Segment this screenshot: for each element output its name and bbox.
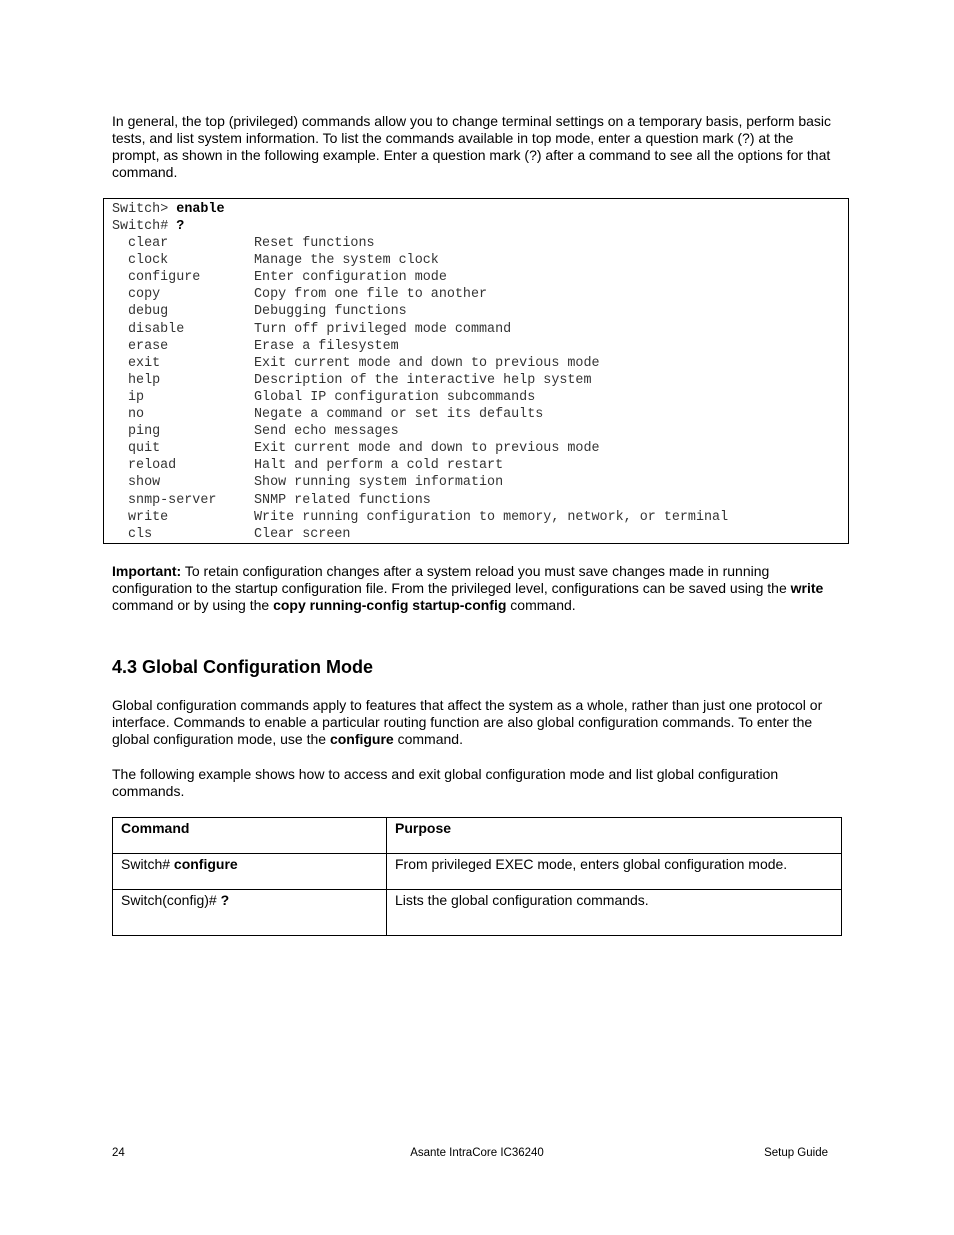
command-description: Send echo messages: [254, 424, 399, 440]
command-description: Negate a command or set its defaults: [254, 407, 544, 422]
note-text: command or by using the: [112, 597, 274, 613]
para-bold-configure: configure: [329, 731, 394, 747]
command-name: clock: [128, 253, 169, 269]
important-label: Important:: [112, 563, 182, 579]
command-table: [112, 817, 842, 936]
para-text: Global configuration commands apply to features that affect the system as a whole, rather than just one protocol or interface. Commands to enable a particular routing function are also global configuration commands. To enter the global configuration mode, use the: [112, 697, 823, 747]
footer-page-number: 24: [112, 1147, 125, 1159]
command-description: Exit current mode and down to previous mode: [254, 441, 600, 457]
code-line-command: [112, 474, 503, 491]
command: configure: [173, 856, 238, 872]
note-text: To retain configuration changes after a system reload you must save changes made in running configuration to the startup configuration file. From the privileged level, configurations can be saved using the: [112, 563, 791, 596]
command-name: reload: [128, 458, 177, 474]
note-text: command.: [506, 597, 576, 613]
command-description: Clear screen: [254, 526, 351, 542]
code-line-command: [112, 406, 543, 423]
prompt: Switch>: [112, 202, 177, 217]
code-line-command: [112, 338, 399, 355]
command-name: write: [128, 509, 169, 525]
command-description: Copy from one file to another: [254, 287, 488, 303]
code-line-command: [112, 509, 728, 526]
command-description: Exit current mode and down to previous mode: [254, 355, 600, 371]
code-line-command: [112, 440, 600, 457]
code-line-command: [112, 286, 487, 303]
command-description: Reset functions: [254, 236, 375, 251]
code-line-command: [112, 269, 447, 286]
cli-example-box: [103, 198, 849, 544]
prompt: Switch(config)#: [121, 892, 221, 908]
command-description: Write running configuration to memory, network, or terminal: [254, 509, 729, 525]
code-line-command: [112, 526, 350, 543]
command-name: quit: [128, 441, 161, 457]
example-paragraph: The following example shows how to access and exit global configuration mode and list global configuration commands.: [112, 766, 779, 799]
command-description: Description of the interactive help system: [254, 372, 592, 388]
code-line-command: [112, 355, 600, 372]
purpose-cell: Lists the global configuration commands.: [387, 890, 842, 936]
command-name: no: [128, 407, 145, 422]
code-line-command: [112, 492, 431, 509]
global-config-paragraph: [112, 697, 842, 748]
command-name: ping: [128, 424, 161, 440]
note-bold-copy: copy running-config startup-config: [273, 597, 507, 613]
code-line-command: [112, 252, 439, 269]
footer-guide-title: Setup Guide: [764, 1147, 828, 1159]
command-name: ip: [128, 389, 145, 405]
code-line-enable: [112, 201, 225, 218]
command: enable: [176, 202, 225, 217]
table-row: [113, 854, 842, 890]
footer-product: Asante IntraCore IC36240: [410, 1147, 544, 1159]
command-description: Debugging functions: [254, 304, 407, 320]
command: ?: [220, 892, 230, 908]
important-note: [112, 563, 842, 614]
command-description: SNMP related functions: [254, 492, 431, 508]
code-line-command: [112, 235, 375, 252]
table-header-row: [113, 818, 842, 854]
command-description: Erase a filesystem: [254, 338, 399, 354]
command-cell: [113, 890, 387, 936]
command-cell: [113, 854, 387, 890]
command-name: snmp-server: [128, 492, 217, 508]
section-heading: 4.3 Global Configuration Mode: [112, 657, 373, 677]
table-row: [113, 890, 842, 936]
command-description: Manage the system clock: [254, 253, 439, 269]
note-bold-write: write: [790, 580, 824, 596]
command-description: Enter configuration mode: [254, 270, 447, 286]
code-line-command: [112, 303, 407, 320]
command-name: disable: [128, 321, 185, 337]
command-name: show: [128, 475, 161, 491]
code-line-command: [112, 457, 503, 474]
code-line-help: [112, 218, 184, 235]
purpose-cell: From privileged EXEC mode, enters global configuration mode.: [387, 854, 842, 890]
prompt: Switch#: [121, 856, 174, 872]
header-purpose: Purpose: [387, 818, 842, 854]
code-line-command: [112, 389, 535, 406]
command-description: Turn off privileged mode command: [254, 321, 512, 337]
command-name: clear: [128, 236, 169, 251]
command-description: Halt and perform a cold restart: [254, 458, 504, 474]
command-name: configure: [128, 270, 201, 286]
prompt: Switch#: [112, 219, 177, 234]
command-description: Show running system information: [254, 475, 504, 491]
para-text: command.: [393, 731, 463, 747]
command-name: copy: [128, 287, 161, 303]
command-name: erase: [128, 338, 169, 354]
header-command: Command: [113, 818, 387, 854]
intro-paragraph: In general, the top (privileged) commands allow you to change terminal settings on a temporary basis, perform basic tests, and list system information. To list the commands available in top mode, enter a question mark (?) at the prompt, as shown in the following example. Enter a question mark (?) after a command to see all the options for that command.: [112, 113, 832, 180]
code-line-command: [112, 321, 511, 338]
command-name: exit: [128, 355, 161, 371]
command: ?: [176, 219, 185, 234]
command-description: Global IP configuration subcommands: [254, 389, 536, 405]
command-name: help: [128, 372, 161, 388]
command-name: debug: [128, 304, 169, 320]
code-line-command: [112, 423, 399, 440]
code-line-command: [112, 372, 592, 389]
command-name: cls: [128, 526, 153, 542]
